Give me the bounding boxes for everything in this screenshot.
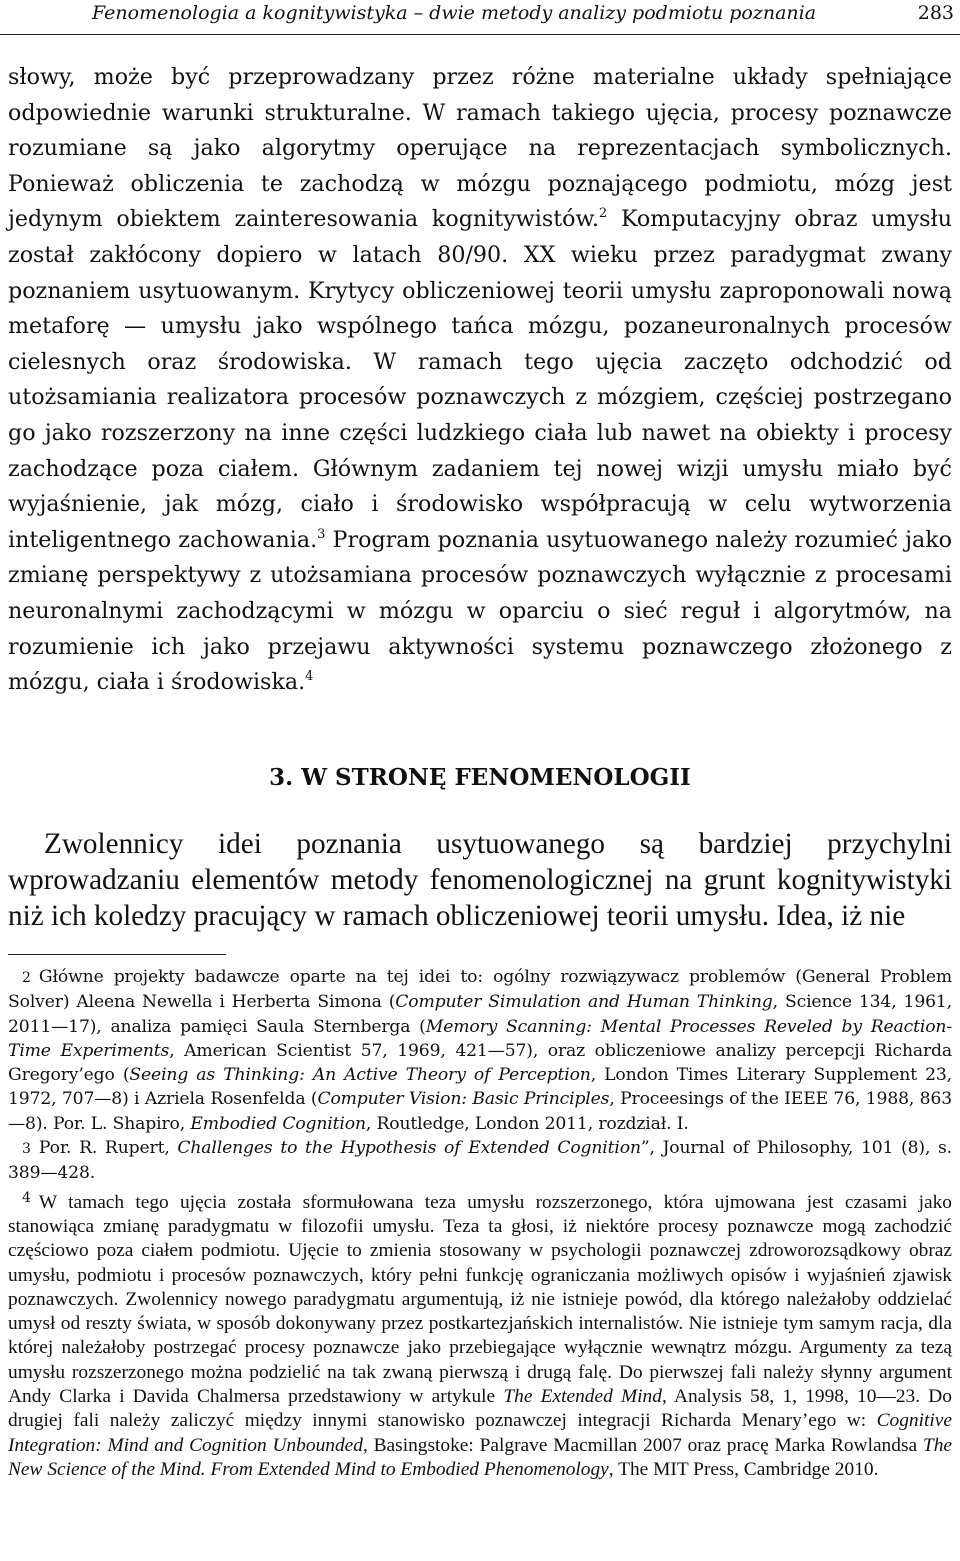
body-text-part-2: Komputacyjny obraz umysłu został zakłócony dopiero w latach 80/90. XX wieku przez paradygmat zwany poznaniem usytuowanym. Krytycy obliczeniowej teorii umysłu zaproponowali nową metaforę — umysłu jako wspólnego tańca mózgu, pozaneuronalnych procesów cielesnych oraz środowiska. W ramach tego ujęcia zaczęto odchodzić od utożsamiania realizatora procesów poznawczych z mózgiem, częściej postrzegano go jako rozszerzony na inne części ludzkiego ciała lub nawet na obiekty i procesy zachodzące poza ciałem. Głównym zadaniem tej nowej wizji umysłu miało być wyjaśnienie, jak mózg, ciało i środowisko współpracują w celu wytworzenia inteligentnego zachowania.	[8, 206, 952, 553]
footnote-number: 2	[22, 970, 31, 986]
footnote-text: , Basingstoke: Palgrave Macmillan 2007 oraz pracę Marka Rowlandsa	[362, 1434, 923, 1456]
footnote-text: Por. R. Rupert,	[38, 1138, 178, 1159]
footnote-number: 3	[22, 1141, 31, 1158]
footnote-ref-2[interactable]: 2	[598, 206, 608, 222]
section-paragraph: Zwolennicy idei poznania usytuowanego są bardziej przychylni wprowadzaniu elementów metody fenomenologicznej na grunt kognitywistyki niż ich koledzy pracujący w ramach obliczeniowej teorii umysłu. Idea, iż nie	[8, 828, 952, 932]
body-text-part-1: słowy, może być przeprowadzany przez różne materialne układy spełniające odpowiednie warunki strukturalne. W ramach takiego ujęcia, procesy poznawcze rozumiane są jako algorytmy operujące na reprezentacjach symbolicznych. Ponieważ obliczenia te zachodzą w mózgu poznającego podmiotu, mózg jest jedynym obiektem zainteresowania kognitywistów.	[8, 64, 952, 233]
footnote-number: 4	[22, 1189, 31, 1206]
footnote-separator	[8, 954, 226, 955]
footnote-text: , London Times Literary Supplement 23, 1972, 707—8) i Azriela Rosenfelda (	[8, 1065, 952, 1110]
footnote-4-text	[8, 1189, 952, 1480]
footnote-ref-3[interactable]: 3	[317, 526, 326, 542]
citation-title: Computer Vision: Basic Principles	[317, 1089, 610, 1110]
footnote-text: , Analysis 58, 1, 1998, 10—23. Do drugiej fali należy zaliczyć między innymi stanowisko poznawczej integracji Richarda Menary’ego w:	[8, 1386, 952, 1432]
footnotes	[8, 965, 952, 1482]
body-paragraph	[8, 60, 952, 701]
citation-title: Computer Simulation and Human Thinking	[395, 992, 773, 1013]
citation-title: The New Science of the Mind. From Extended Mind to Embodied Phenomenology	[8, 1434, 952, 1480]
footnote-text: , The MIT Press, Cambridge 2010.	[608, 1458, 879, 1480]
running-title: Fenomenologia a kognitywistyka – dwie metody analizy podmiotu poznania	[92, 2, 817, 24]
footnote-2-text	[8, 967, 952, 1134]
footnote-text: , Routledge, London 2011, rozdział. I.	[365, 1113, 689, 1134]
footnote-2	[8, 965, 952, 1136]
footnote-text: Główne projekty badawcze oparte na tej idei to: ogólny rozwiązywacz problemów (General Problem Solver) Aleena Newella i Herberta Simona (	[8, 967, 952, 1013]
citation-title: Challenges to the Hypothesis of Extended Cognition	[177, 1138, 641, 1159]
citation-title: Seeing as Thinking: An Active Theory of Perception	[129, 1065, 591, 1086]
footnote-text: W tamach tego ujęcia została sformułowana teza umysłu rozszerzonego, która ujmowana jest czasami jako stanowiąca zmianę paradygmatu w filozofii umysłu. Teza ta głosi, iż niektóre procesy poznawcze mogą zachodzić częściowo poza ciałem podmiotu. Ujęcie to zmienia stosowany w psychologii poznawczej zdroworozsądkowy obraz umysłu, podmiotu i procesów poznawczych, który pełni funkcję ograniczania możliwych opisów i wyjaśnień zjawisk poznawczych. Zwolennicy nowego paradygmatu argumentują, iż nie istnieje powód, dla którego należałoby oddzielać umysł od reszty świata, w sposób dokonywany przez postkartezjańskich internalistów. Nie istnieje tym samym racja, dla której należałoby postrzegać procesy poznawcze jako przebiegające wyłącznie wewnątrz mózgu. Argumenty za tezą umysłu rozszerzonego można podzielić na tak zwaną pierwszą i drugą falę. Do pierwszej fali należy słynny argument Andy Clarka i Davida Chalmersa przedstawiony w artykule	[8, 1191, 952, 1408]
footnote-ref-4[interactable]: 4	[305, 669, 314, 685]
body-text-part-3: Program poznania usytuowanego należy rozumieć jako zmianę perspektywy z utożsamiana procesów poznawczych wyłącznie z procesami neuronalnymi zachodzącymi w mózgu w oparciu o sieć reguł i algorytmów, na rozumienie ich jako przejawu aktywności systemu poznawczego złożonego z mózgu, ciała i środowiska.	[8, 526, 952, 696]
page-number: 283	[917, 2, 954, 24]
citation-title: The Extended Mind	[503, 1386, 662, 1408]
footnote-4	[8, 1186, 952, 1483]
running-header	[0, 0, 960, 35]
citation-title: Embodied Cognition	[190, 1113, 366, 1134]
footnote-text: , Proceesings of the IEEE 76, 1988, 863—8). Por. L. Shapiro,	[8, 1089, 952, 1134]
footnote-text: , Science 134, 1961, 2011—17), analiza pamięci Saula Sternberga (	[8, 992, 952, 1037]
citation-title: Cognitive Integration: Mind and Cognition Unbounded	[8, 1410, 952, 1456]
section-heading: 3. W STRONĘ FENOMENOLOGII	[269, 764, 691, 791]
citation-title: Memory Scanning: Mental Processes Reveled by Reaction-Time Experiments	[8, 1016, 953, 1061]
footnote-text: , American Scientist 57, 1969, 421—57), oraz obliczeniowe analizy percepcji Richarda Gregory’ego (	[8, 1040, 953, 1086]
footnote-3	[8, 1136, 952, 1186]
footnote-3-text	[8, 1138, 952, 1183]
footnote-text: ”, Journal of Philosophy, 101 (8), s. 389—428.	[8, 1138, 952, 1184]
